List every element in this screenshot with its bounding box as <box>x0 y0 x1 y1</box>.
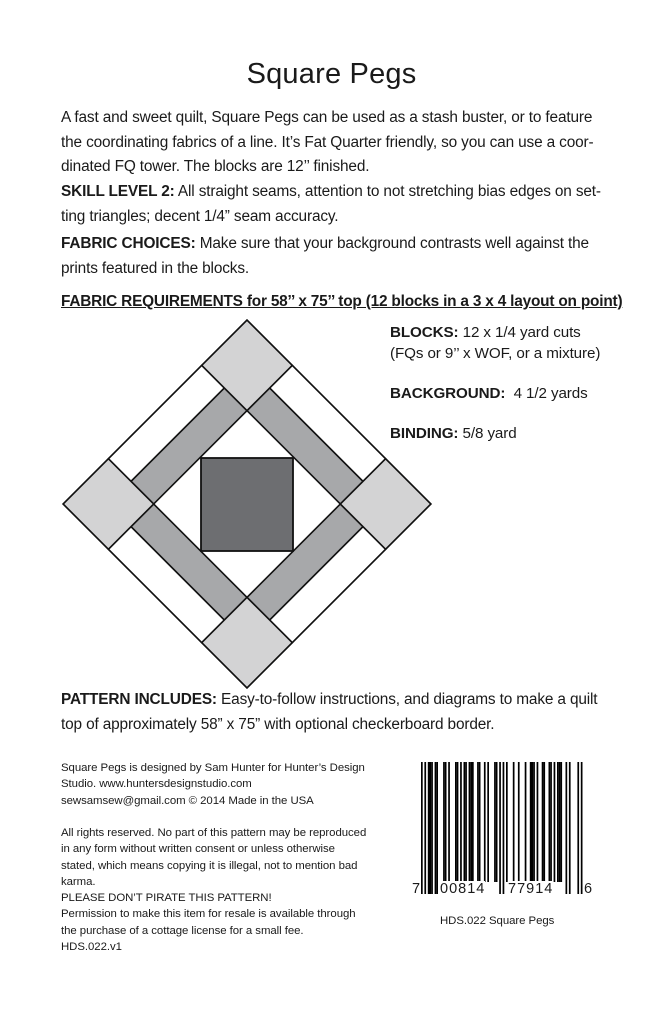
barcode-digits-left: 00814 <box>440 881 486 897</box>
fabric-requirements-heading: FABRIC REQUIREMENTS for 58’’ x 75’’ top (12 blocks in a 3 x 4 layout on point) <box>61 293 623 310</box>
pattern-includes-text: top of approximately 58” x 75” with optional checkerboard border. <box>61 715 495 733</box>
legal-line: stated, which means copying it is illegal, not to mention bad <box>61 859 358 872</box>
skill-level-text: ting triangles; decent 1/4” seam accuracy. <box>61 207 339 225</box>
sku-label: HDS.022 Square Pegs <box>440 915 555 927</box>
legal-line: in any form without written consent or unless otherwise <box>61 843 335 856</box>
legal-block <box>61 825 406 955</box>
credits-line: sewsamsew@gmail.com © 2014 Made in the USA <box>61 794 314 807</box>
fabric-choices-text: Make sure that your background contrasts well against the <box>195 235 589 252</box>
upc-barcode <box>412 762 593 912</box>
barcode-bars <box>418 762 588 897</box>
requirement-label: BLOCKS: <box>390 324 459 341</box>
skill-level-label: SKILL LEVEL 2: <box>61 183 175 200</box>
intro-line: A fast and sweet quilt, Square Pegs can be used as a stash buster, or to feature <box>61 109 593 126</box>
intro-line: the coordinating fabrics of a line. It’s Fat Quarter friendly, so you can use a coor- <box>61 133 594 151</box>
legal-line: the purchase of a cottage license for a small fee. <box>61 924 304 937</box>
requirement-value: 5/8 yard <box>458 425 517 442</box>
barcode-digit-last: 6 <box>584 881 593 897</box>
pattern-includes-label: PATTERN INCLUDES: <box>61 691 217 708</box>
legal-line: All rights reserved. No part of this pattern may be reproduced <box>61 827 367 839</box>
legal-line: karma. <box>61 875 96 888</box>
page-title: Square Pegs <box>246 58 417 90</box>
fabric-choices-label: FABRIC CHOICES: <box>61 235 196 252</box>
pattern-includes-text: Easy-to-follow instructions, and diagrams to make a quilt <box>216 691 598 708</box>
credits-block <box>61 760 406 809</box>
requirement-value: 4 1/2 yards <box>505 385 588 402</box>
credits-line: Studio. www.huntersdesignstudio.com <box>61 778 252 791</box>
requirement-label: BACKGROUND: <box>390 385 506 402</box>
fabric-choices-text: prints featured in the blocks. <box>61 259 249 277</box>
requirement-label: BINDING: <box>390 425 459 442</box>
barcode-digits-right: 77914 <box>508 881 554 897</box>
pattern-includes-paragraph <box>61 688 621 737</box>
requirement-value: (FQs or 9’’ x WOF, or a mixture) <box>390 344 601 362</box>
legal-line: Permission to make this item for resale is available through <box>61 908 356 921</box>
barcode-digit-first: 7 <box>412 881 421 897</box>
intro-line: dinated FQ tower. The blocks are 12’’ finished. <box>61 158 370 175</box>
requirement-value: 12 x 1/4 yard cuts <box>458 324 581 341</box>
credits-line: Square Pegs is designed by Sam Hunter for Hunter’s Design <box>61 762 365 774</box>
skill-level-text: All straight seams, attention to not stretching bias edges on set- <box>174 183 601 200</box>
legal-line: PLEASE DON’T PIRATE THIS PATTERN! <box>61 892 272 905</box>
legal-line: HDS.022.v1 <box>61 941 122 954</box>
